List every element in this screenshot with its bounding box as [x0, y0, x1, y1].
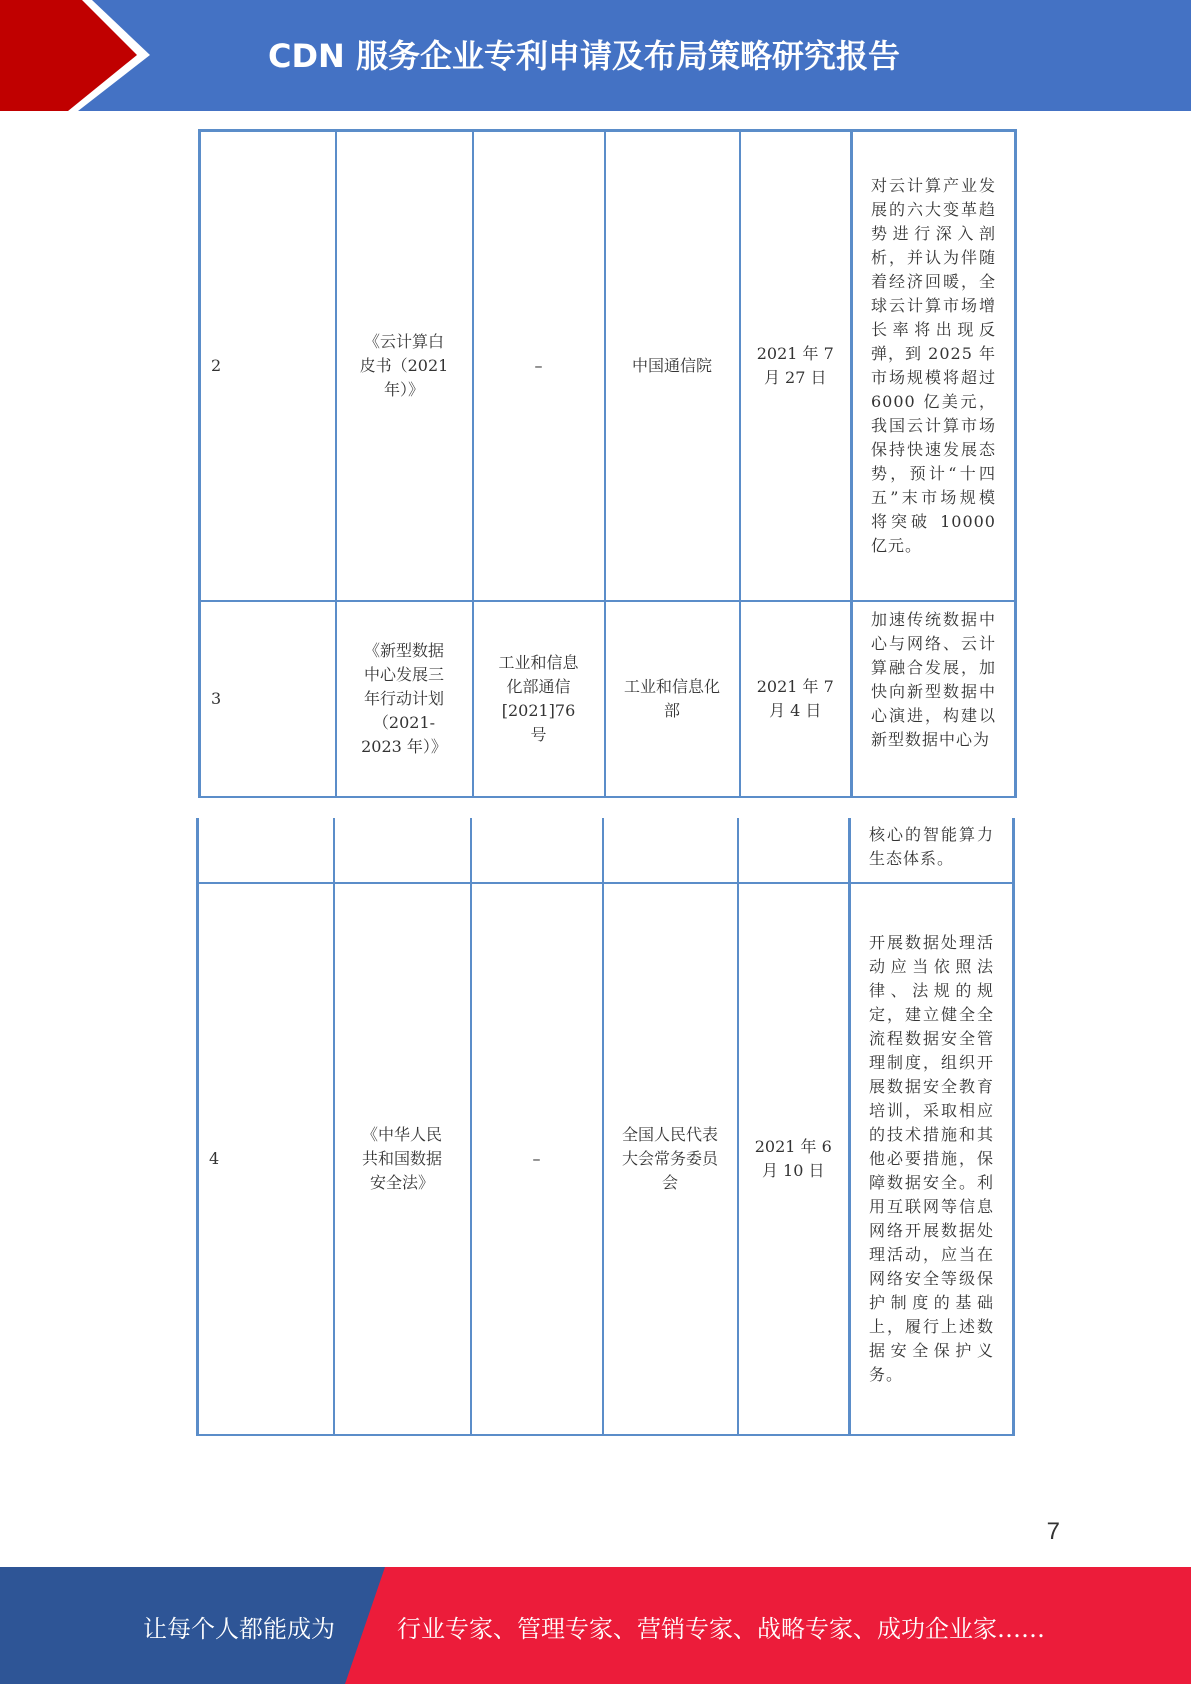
document-number: 工业和信息化部通信[2021]76 号: [498, 653, 579, 744]
page-header: [0, 0, 1191, 111]
header-chevron-decoration: [0, 0, 150, 111]
issuing-body: 中国通信院: [605, 131, 740, 602]
issuing-body: 工业和信息化部: [623, 677, 720, 720]
document-number: –: [473, 131, 605, 602]
issue-date: 2021 年 7 月 27 日: [756, 344, 834, 387]
policy-title: 《中华人民共和国数据安全法》: [361, 1125, 442, 1192]
table-row: [200, 601, 1016, 797]
policy-title: 《新型数据中心发展三年行动计划（2021-2023 年）》: [361, 641, 447, 756]
policy-content: 加速传统数据中心与网络、云计算融合发展，加快向新型数据中心演进，构建以新型数据中心为: [871, 610, 996, 749]
page-number: 7: [1046, 1518, 1060, 1545]
document-number: –: [471, 883, 603, 1435]
issue-date: 2021 年 7 月 4 日: [756, 677, 834, 720]
report-title: CDN 服务企业专利申请及布局策略研究报告: [268, 37, 900, 75]
policy-content: 开展数据处理活动应当依照法律、法规的规定，建立健全全流程数据安全管理制度，组织开展数据安全教育培训，采取相应的技术措施和其他必要措施，保障数据安全。利用互联网等信息网络开展数据处理活动，应当在网络安全等级保护制度的基础上，履行上述数据安全保护义务。: [850, 883, 1014, 1435]
policy-content: 对云计算产业发展的六大变革趋势进行深入剖析，并认为伴随着经济回暖，全球云计算市场增长率将出现反弹，到 2025 年市场规模将超过 6000 亿美元，我国云计算市场保持快速发展态势，预计“十四五”末市场规模将突破 10000 亿元。: [852, 131, 1016, 602]
table-row: [198, 883, 1014, 1435]
table-row: [198, 818, 1014, 883]
issuing-body: 全国人民代表大会常务委员会: [621, 1125, 718, 1192]
row-number: 3: [200, 601, 336, 797]
policy-content-continued: 核心的智能算力生态体系。: [850, 818, 1014, 883]
policy-title: 《云计算白皮书（2021年）》: [359, 332, 449, 399]
row-number: 4: [198, 883, 334, 1435]
policy-table-part-2: [196, 818, 1015, 1436]
footer-slogan-left: 让每个人都能成为: [143, 1615, 335, 1643]
policy-table-part-1: [198, 129, 1017, 798]
footer-slogan-right: 行业专家、管理专家、营销专家、战略专家、成功企业家……: [397, 1615, 1045, 1643]
issue-date: 2021 年 6 月 10 日: [754, 1137, 832, 1180]
row-number: 2: [200, 131, 336, 602]
table-row: [200, 131, 1016, 602]
